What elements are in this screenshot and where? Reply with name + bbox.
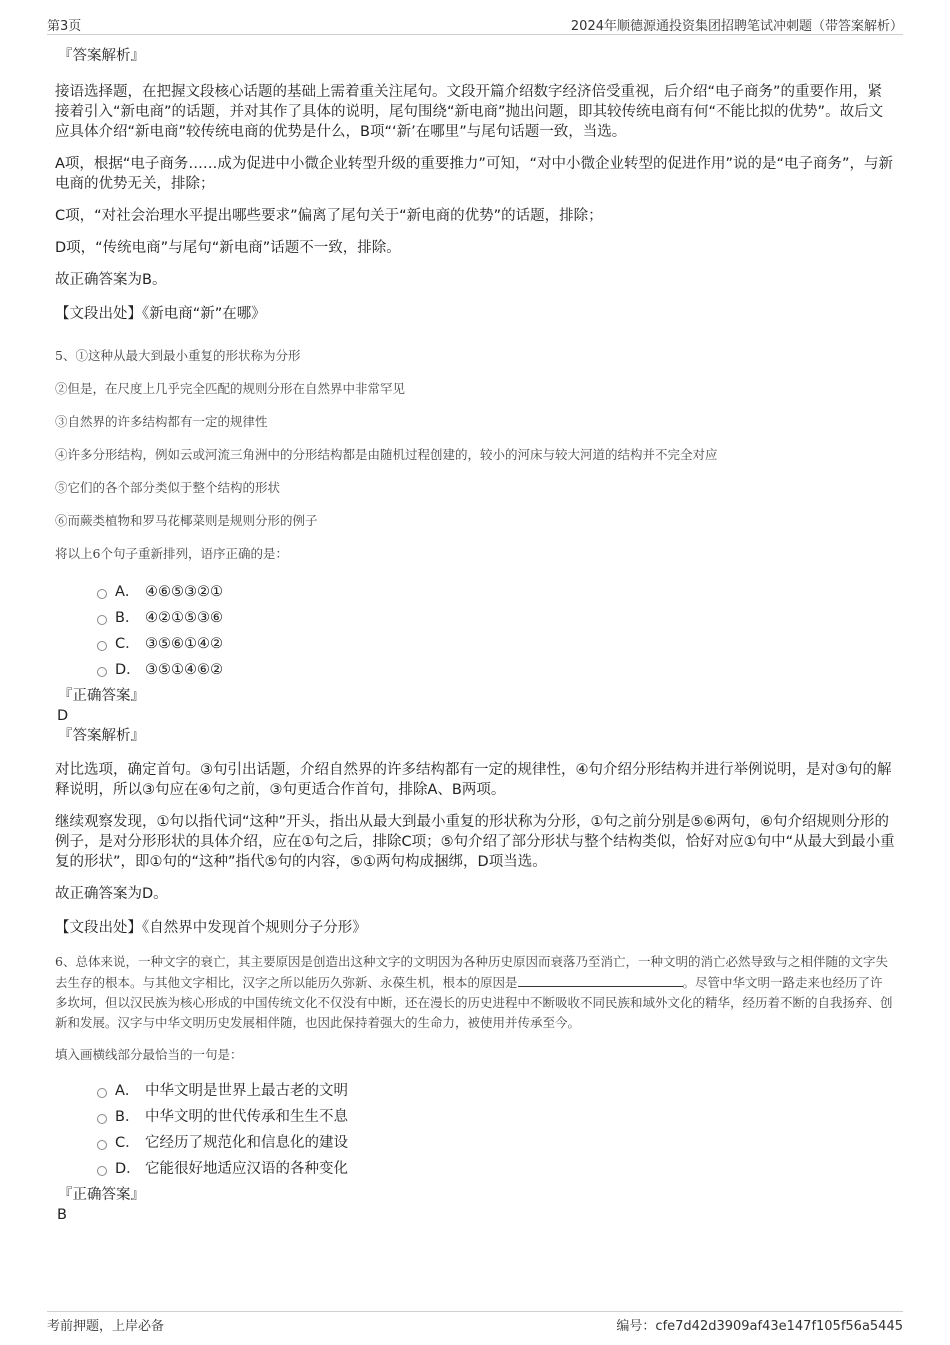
q5-option-b[interactable] (55, 608, 895, 634)
q6-option-c[interactable] (55, 1133, 895, 1159)
option-letter: D． (115, 662, 141, 678)
option-text: 中华文明是世界上最古老的文明 (145, 1083, 348, 1099)
q6-option-d[interactable] (55, 1159, 895, 1185)
radio-icon[interactable] (97, 1114, 107, 1124)
option-letter: B． (115, 1109, 140, 1125)
q6-option-b[interactable] (55, 1107, 895, 1133)
option-letter: A． (115, 584, 140, 600)
q6-stem-after: 。尽管中华文明一路走来也经历了许多坎坷，但以汉民族为核心形成的中国传统文化不仅没有中断，还在漫长的历史进程中不断吸收不同民族和域外文化的精华，经历着不断的自我扬弃、创新和发展。汉字与中华文明历史发展相伴随，也因此保持着强大的生命力，被使用并传承至今。 (55, 975, 893, 1030)
q6-answer: B (57, 1207, 67, 1223)
q5-sentence-2: ②但是，在尺度上几乎完全匹配的规则分形在自然界中非常罕见 (55, 381, 406, 396)
q6-prompt: 填入画横线部分最恰当的一句是： (55, 1047, 243, 1062)
page-header (47, 14, 903, 35)
q5-option-d[interactable] (55, 660, 895, 686)
q6-stem (55, 952, 895, 1033)
radio-icon[interactable] (97, 1088, 107, 1098)
option-text: ③⑤①④⑥② (145, 662, 223, 678)
q4-analysis-paragraph-2: A项，根据“电子商务……成为促进中小微企业转型升级的重要推力”可知，“对中小微企业转型的促进作用”说的是“电子商务”，与新电商的优势无关，排除； (55, 156, 893, 192)
q5-prompt: 将以上6个句子重新排列，语序正确的是： (55, 546, 288, 561)
option-letter: A． (115, 1083, 140, 1099)
q5-sentence-4: ④许多分形结构，例如云或河流三角洲中的分形结构都是由随机过程创建的，较小的河床与较大河道的结构并不完全对应 (55, 447, 718, 462)
q4-source: 【文段出处】《新电商“新”在哪》 (55, 306, 266, 322)
q5-option-c[interactable] (55, 634, 895, 660)
option-text: 它经历了规范化和信息化的建设 (145, 1135, 348, 1151)
q5-options (55, 582, 895, 686)
q5-answer: D (57, 708, 69, 724)
q6-option-a[interactable] (55, 1081, 895, 1107)
footer-slogan: 考前押题，上岸必备 (47, 1319, 165, 1334)
q5-option-a[interactable] (55, 582, 895, 608)
q5-sentence-1: 5、①这种从最大到最小重复的形状称为分形 (55, 348, 301, 363)
q5-analysis-paragraph-2: 继续观察发现，①句以指代词“这种”开头，指出从最大到最小重复的形状称为分形，①句之前分别是⑤⑥两句，⑥句介绍规则分形的例子，是对分形形状的具体介绍，应在①句之后，排除C项；⑤句介绍了部分形状与整个结构类似，恰好对应①句中“从最大到最小重复的形状”，即①句的“这种”指代⑤句的内容，⑤①两句构成捆绑，D项当选。 (55, 814, 895, 870)
q4-analysis-paragraph-3: C项，“对社会治理水平提出哪些要求”偏离了尾句关于“新电商的优势”的话题，排除； (55, 208, 603, 224)
q6-stem-before: 6、总体来说，一种文字的衰亡，其主要原因是创造出这种文字的文明因为各种历史原因而衰落乃至消亡，一种文明的消亡必然导致与之相伴随的文字失去生存的根本。与其他文字相比，汉字之所以能历久弥新、永葆生机，根本的原因是 (55, 954, 888, 990)
q5-source: 【文段出处】《自然界中发现首个规则分子分形》 (55, 920, 367, 936)
option-text: ④⑥⑤③②① (145, 584, 223, 600)
q4-analysis-tag: 『答案解析』 (58, 48, 145, 64)
radio-icon[interactable] (97, 589, 107, 599)
option-text: 中华文明的世代传承和生生不息 (145, 1109, 348, 1125)
q4-conclusion: 故正确答案为B。 (55, 272, 167, 288)
radio-icon[interactable] (97, 615, 107, 625)
q5-analysis-paragraph-1: 对比选项，确定首句。③句引出话题，介绍自然界的许多结构都有一定的规律性，④句介绍分形结构并进行举例说明，是对③句的解释说明，所以③句应在④句之前，③句更适合作首句，排除A、B两项。 (55, 762, 892, 798)
option-letter: D． (115, 1161, 141, 1177)
q5-sentence-6: ⑥而蕨类植物和罗马花椰菜则是规则分形的例子 (55, 513, 318, 528)
q5-analysis-tag: 『答案解析』 (58, 728, 145, 744)
q5-conclusion: 故正确答案为D。 (55, 886, 168, 902)
q6-options (55, 1081, 895, 1185)
option-letter: C． (115, 1135, 140, 1151)
radio-icon[interactable] (97, 1140, 107, 1150)
option-letter: C． (115, 636, 140, 652)
option-text: 它能很好地适应汉语的各种变化 (145, 1161, 348, 1177)
page-content (55, 46, 895, 1225)
q6-blank (518, 972, 683, 987)
option-text: ③⑤⑥①④② (145, 636, 223, 652)
q6-answer-tag: 『正确答案』 (58, 1187, 145, 1203)
radio-icon[interactable] (97, 641, 107, 651)
q5-sentence-5: ⑤它们的各个部分类似于整个结构的形状 (55, 480, 281, 495)
radio-icon[interactable] (97, 1166, 107, 1176)
q4-analysis-paragraph-4: D项，“传统电商”与尾句“新电商”话题不一致，排除。 (55, 240, 401, 256)
q5-sentence-3: ③自然界的许多结构都有一定的规律性 (55, 414, 268, 429)
document-title: 2024年顺德源通投资集团招聘笔试冲刺题（带答案解析） (570, 19, 903, 34)
q4-analysis-paragraph-1: 接语选择题，在把握文段核心话题的基础上需着重关注尾句。文段开篇介绍数字经济倍受重视，后介绍“电子商务”的重要作用，紧接着引入“新电商”的话题，并对其作了具体的说明，尾句围绕“新电商”抛出问题，即其较传统电商有何“不能比拟的优势”。故后文应具体介绍“新电商”较传统电商的优势是什么，B项“‘新’在哪里”与尾句话题一致，当选。 (55, 84, 884, 140)
page-number: 第3页 (47, 19, 82, 34)
document-serial: 编号：cfe7d42d3909af43e147f105f56a5445 (616, 1319, 903, 1334)
page-footer (47, 1311, 903, 1336)
q5-answer-tag: 『正确答案』 (58, 688, 145, 704)
option-text: ④②①⑤③⑥ (145, 610, 223, 626)
radio-icon[interactable] (97, 667, 107, 677)
option-letter: B． (115, 610, 140, 626)
